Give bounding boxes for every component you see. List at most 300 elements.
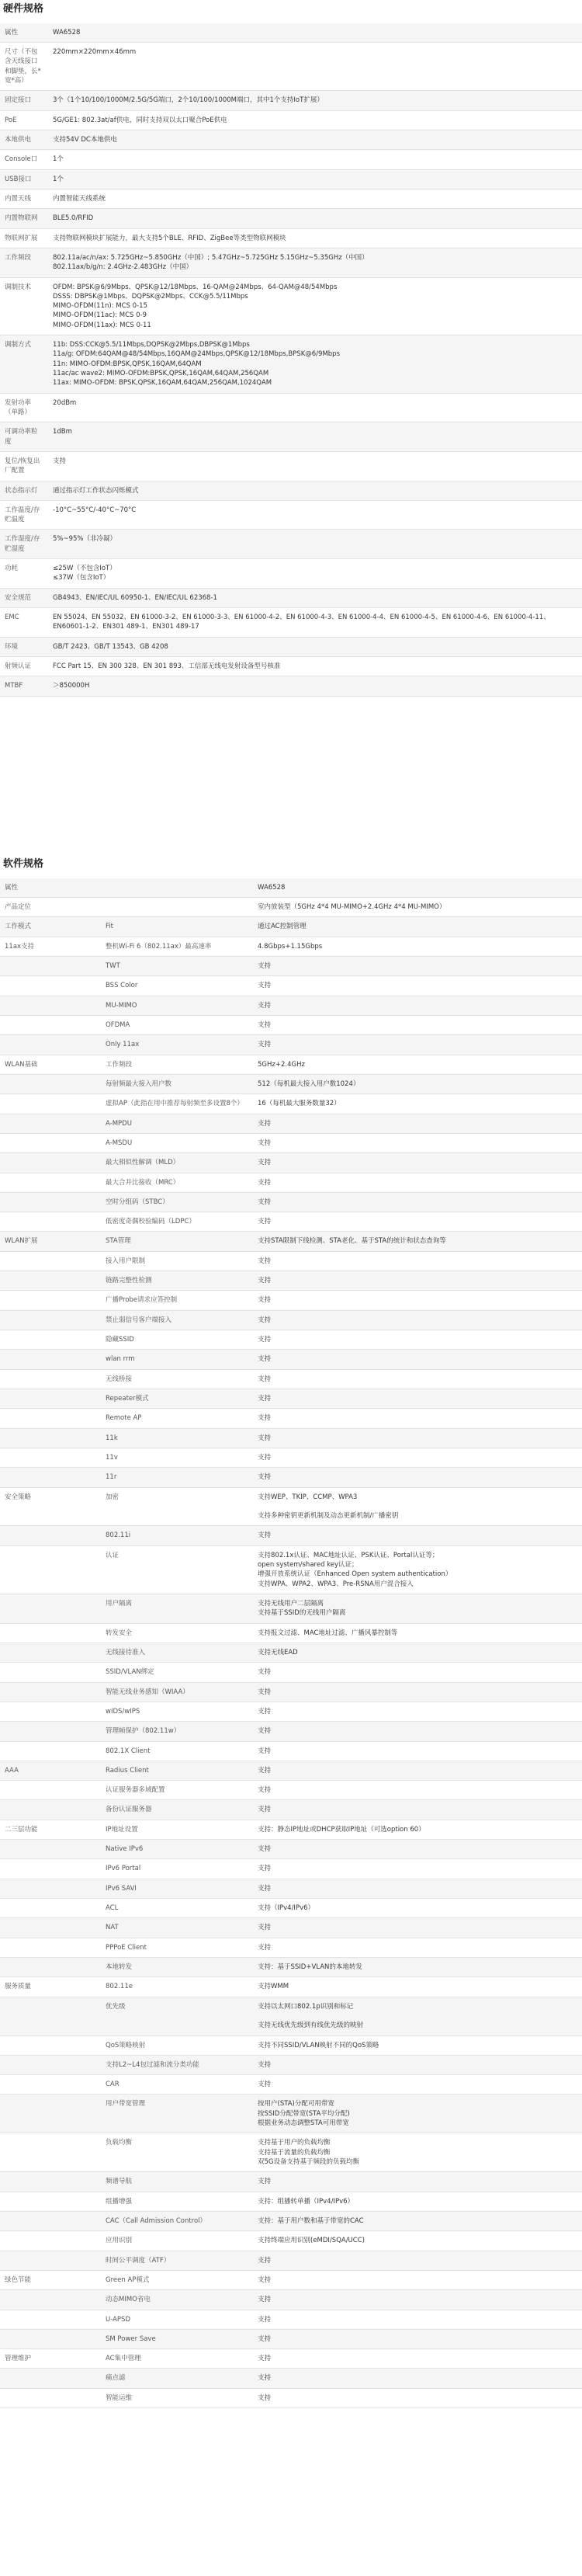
spec-property-value: 3个（1个10/100/1000M/2.5G/5G端口，2个10/100/1000M端口，其中1个支持IoT扩展） <box>48 91 582 110</box>
spec-category-label: 属性 <box>0 878 101 898</box>
spec-category-label <box>0 1251 101 1271</box>
spec-category-label <box>0 1594 101 1624</box>
spec-category-label <box>0 2035 101 2055</box>
spec-category-label <box>0 2172 101 2192</box>
spec-feature-value: 支持 <box>253 2270 582 2289</box>
spec-property-value: 1个 <box>48 150 582 169</box>
hardware-spec-row <box>0 530 582 559</box>
software-spec-row <box>0 2270 582 2289</box>
software-spec-row <box>0 1918 582 1938</box>
software-spec-row <box>0 1016 582 1035</box>
spec-property-label: 本地供电 <box>0 130 48 150</box>
spec-feature-label: AC集中管理 <box>101 2349 253 2369</box>
spec-category-label: WLAN基础 <box>0 1055 101 1074</box>
software-spec-row <box>0 1310 582 1330</box>
spec-property-value: OFDM: BPSK@6/9Mbps、QPSK@12/18Mbps、16-QAM@24Mbps、64-QAM@48/54Mbps DSSS: DBPSK@1Mbps、DQPSK@2Mbps、CCK@5.5/11Mbps MIMO-OFDM(11n): MCS 0-15 MIMO-OFDM(11ac): MCS 0-9 MIMO-OFDM(11ax): MCS 0-11 <box>48 277 582 335</box>
spec-category-label <box>0 1310 101 1330</box>
hardware-spec-row <box>0 422 582 452</box>
spec-feature-value: 支持 <box>253 957 582 976</box>
spec-category-label <box>0 996 101 1015</box>
spec-feature-value: 支持 <box>253 1840 582 1859</box>
spec-feature-value: 支持 <box>253 1035 582 1055</box>
spec-property-label: 复位/恢复出厂配置 <box>0 451 48 481</box>
hardware-spec-row <box>0 169 582 189</box>
spec-property-value: 220mm×220mm×46mm <box>48 43 582 91</box>
spec-feature-label: 管理帧保护（802.11w） <box>101 1722 253 1741</box>
hardware-spec-title: 硬件规格 <box>3 3 44 15</box>
spec-feature-value: 支持 <box>253 1114 582 1133</box>
spec-feature-label: 用户隔离 <box>101 1594 253 1624</box>
spec-feature-value: 支持 <box>253 1310 582 1330</box>
spec-property-value: ≤25W（不包含IoT） ≤37W（包含IoT） <box>48 559 582 589</box>
software-spec-row <box>0 1977 582 1997</box>
hardware-spec-row <box>0 608 582 638</box>
hardware-spec-row <box>0 189 582 208</box>
spec-feature-label: 链路完整性检测 <box>101 1271 253 1291</box>
spec-category-label <box>0 2211 101 2230</box>
hardware-spec-row <box>0 335 582 394</box>
spec-feature-label: 接入用户限制 <box>101 1251 253 1271</box>
software-spec-row <box>0 2075 582 2095</box>
spec-feature-value: 支持：基于SSID+VLAN的本地转发 <box>253 1957 582 1976</box>
spec-feature-label: 低密度奇偶校验编码（LDPC） <box>101 1212 253 1232</box>
spec-category-label <box>0 1468 101 1487</box>
software-spec-row <box>0 937 582 956</box>
software-spec-row <box>0 1114 582 1133</box>
spec-feature-label: U-APSD <box>101 2310 253 2329</box>
software-spec-row <box>0 1800 582 1820</box>
spec-property-value: 11b: DSS:CCK@5.5/11Mbps,DQPSK@2Mbps,DBPSK@1Mbps 11a/g: OFDM:64QAM@48/54Mbps,16QAM@24Mbps,QPSK@12/18Mbps,BPSK@6/9Mbps 11n: MIMO-OFDM:BPSK,QPSK,16QAM,64QAM 11ac/ac wave2: MIMO-OFDM:BPSK,QPSK,16QAM,64QAM,256QAM 11ax: MIMO-OFDM: BPSK,QPSK,16QAM,64QAM,256QAM,1024QAM <box>48 335 582 394</box>
spec-feature-label: 组播增强 <box>101 2192 253 2211</box>
software-spec-row <box>0 1212 582 1232</box>
spec-property-value: GB/T 2423、GB/T 13543、GB 4208 <box>48 637 582 656</box>
software-spec-row <box>0 996 582 1015</box>
spec-feature-label: A-MSDU <box>101 1133 253 1152</box>
spec-category-label <box>0 1153 101 1173</box>
hardware-spec-row <box>0 500 582 530</box>
software-spec-row <box>0 2035 582 2055</box>
software-spec-table <box>0 878 582 2408</box>
spec-feature-value: 支持 <box>253 1389 582 1408</box>
spec-feature-label: 用户带宽管理 <box>101 2095 253 2133</box>
spec-feature-label: 广播Probe请求应答控制 <box>101 1291 253 1310</box>
spec-feature-label: NAT <box>101 1918 253 1938</box>
software-spec-row <box>0 2329 582 2348</box>
software-spec-row <box>0 1133 582 1152</box>
spec-category-label <box>0 1369 101 1389</box>
software-spec-row <box>0 1781 582 1800</box>
spec-feature-value: 支持 <box>253 2349 582 2369</box>
spec-feature-label: 802.11e <box>101 1977 253 1997</box>
spec-property-value: 通过指示灯工作状态闪烁模式 <box>48 481 582 500</box>
spec-feature-value: 支持 <box>253 996 582 1015</box>
hardware-spec-row <box>0 209 582 228</box>
software-spec-row <box>0 2192 582 2211</box>
spec-category-label <box>0 1918 101 1938</box>
software-spec-row <box>0 1428 582 1448</box>
spec-feature-label: PPPoE Client <box>101 1938 253 1957</box>
spec-feature-label: MU-MIMO <box>101 996 253 1015</box>
software-spec-row <box>0 1271 582 1291</box>
spec-feature-value: 支持无线EAD <box>253 1643 582 1662</box>
hardware-spec-row <box>0 277 582 335</box>
spec-feature-label: 智能运维 <box>101 2388 253 2407</box>
spec-feature-label: Green AP模式 <box>101 2270 253 2289</box>
spec-feature-value: 支持 <box>253 1859 582 1879</box>
spec-feature-value: 支持无线用户二层隔离 支持基于SSID的无线用户隔离 <box>253 1594 582 1624</box>
spec-property-label: 安全规范 <box>0 588 48 607</box>
spec-feature-value: 支持 <box>253 2369 582 2388</box>
hardware-spec-row <box>0 150 582 169</box>
software-spec-row <box>0 1192 582 1212</box>
spec-feature-value: 支持 <box>253 1468 582 1487</box>
spec-category-label: 工作模式 <box>0 917 101 937</box>
spec-feature-value: 5GHz+2.4GHz <box>253 1055 582 1074</box>
spec-feature-value: 支持802.1x认证、MAC地址认证、PSK认证、Portal认证等； open system/shared key认证； 增强开放系统认证（Enhanced Open system authentication） 支持WPA、WPA2、WPA3、Pre-RSNA用户混合接入 <box>253 1545 582 1594</box>
spec-category-label: 安全策略 <box>0 1487 101 1526</box>
spec-property-label: 工作温度/存贮温度 <box>0 500 48 530</box>
hardware-spec-row <box>0 481 582 500</box>
spec-feature-value: 支持不同SSID/VLAN映射不同的QoS策略 <box>253 2035 582 2055</box>
spec-feature-label: OFDMA <box>101 1016 253 1035</box>
spec-feature-label: 支持L2~L4包过滤和流分类功能 <box>101 2055 253 2074</box>
hardware-spec-row <box>0 43 582 91</box>
section-spacer <box>0 812 582 855</box>
spec-feature-label: 加密 <box>101 1487 253 1526</box>
software-spec-row <box>0 878 582 898</box>
spec-feature-value: 支持 <box>253 1369 582 1389</box>
spec-feature-label: QoS策略映射 <box>101 2035 253 2055</box>
hardware-spec-row <box>0 393 582 422</box>
spec-category-label <box>0 1428 101 1448</box>
software-spec-row <box>0 1350 582 1369</box>
spec-feature-label: 整机Wi-Fi 6（802.11ax）最高速率 <box>101 937 253 956</box>
spec-feature-label: 认证 <box>101 1545 253 1594</box>
spec-property-label: PoE <box>0 110 48 130</box>
spec-feature-label: TWT <box>101 957 253 976</box>
spec-category-label <box>0 1702 101 1721</box>
spec-feature-label: STA管理 <box>101 1232 253 1251</box>
spec-category-label <box>0 1074 101 1093</box>
spec-feature-label: CAC（Call Admission Control） <box>101 2211 253 2230</box>
spec-category-label: 绿色节能 <box>0 2270 101 2289</box>
spec-category-label <box>0 1781 101 1800</box>
hardware-spec-row <box>0 110 582 130</box>
spec-feature-value: 支持 <box>253 1722 582 1741</box>
software-spec-row <box>0 1035 582 1055</box>
software-spec-row <box>0 2369 582 2388</box>
software-spec-row <box>0 2231 582 2251</box>
software-spec-row <box>0 1594 582 1624</box>
spec-feature-value: 支持 <box>253 2075 582 2095</box>
software-spec-row <box>0 1741 582 1761</box>
hardware-spec-row <box>0 656 582 676</box>
spec-category-label <box>0 1623 101 1643</box>
spec-feature-label: 应用识别 <box>101 2231 253 2251</box>
spec-category-label <box>0 976 101 996</box>
spec-category-label <box>0 1291 101 1310</box>
spec-feature-value: 按用户(STA)分配可用带宽 按SSID分配带宽(STA平均分配) 根据业务动态调整STA可用带宽 <box>253 2095 582 2133</box>
software-spec-row <box>0 1545 582 1594</box>
spec-feature-label: 认证服务器多域配置 <box>101 1781 253 1800</box>
spec-feature-value: 支持 <box>253 1918 582 1938</box>
spec-feature-value: 支持 <box>253 1212 582 1232</box>
hardware-spec-row <box>0 676 582 696</box>
spec-feature-label: CAR <box>101 2075 253 2095</box>
spec-feature-value: 512（每机最大接入用户数1024） <box>253 1074 582 1093</box>
spec-feature-label: SSID/VLAN绑定 <box>101 1663 253 1682</box>
software-spec-row <box>0 976 582 996</box>
spec-feature-value: 支持 <box>253 1741 582 1761</box>
spec-feature-label: 本地转发 <box>101 1957 253 1976</box>
spec-feature-label <box>101 898 253 917</box>
spec-feature-label: IP地址设置 <box>101 1820 253 1839</box>
software-spec-row <box>0 1957 582 1976</box>
software-spec-row <box>0 2388 582 2407</box>
spec-feature-label: SM Power Save <box>101 2329 253 2348</box>
spec-feature-value: 支持 <box>253 2388 582 2407</box>
spec-category-label: 产品定位 <box>0 898 101 917</box>
spec-property-label: MTBF <box>0 676 48 696</box>
software-spec-row <box>0 2310 582 2329</box>
spec-category-label <box>0 1643 101 1662</box>
software-spec-row <box>0 1899 582 1918</box>
spec-feature-value: 支持 <box>253 1800 582 1820</box>
hardware-spec-row <box>0 451 582 481</box>
spec-feature-label: 802.1X Client <box>101 1741 253 1761</box>
spec-property-label: 调制方式 <box>0 335 48 394</box>
software-spec-row <box>0 1468 582 1487</box>
spec-feature-label: 时间公平调度（ATF） <box>101 2251 253 2270</box>
spec-category-label <box>0 1114 101 1133</box>
spec-feature-value: 支持 <box>253 1448 582 1467</box>
spec-feature-value: 支持 <box>253 1153 582 1173</box>
spec-feature-label: 11k <box>101 1428 253 1448</box>
spec-feature-label: 禁止弱信号客户端接入 <box>101 1310 253 1330</box>
spec-property-value: 802.11a/ac/n/ax: 5.725GHz~5.850GHz（中国）; 5.47GHz~5.725GHz 5.15GHz~5.35GHz（中国） 802.11ax/b/g/n: 2.4GHz-2.483GHz（中国） <box>48 248 582 277</box>
spec-category-label <box>0 1879 101 1898</box>
software-spec-section <box>0 855 582 2571</box>
spec-feature-label: 智能无线业务感知（WIAA） <box>101 1682 253 1702</box>
spec-feature-value: 支持报文过滤、MAC地址过滤、广播风暴控制等 <box>253 1623 582 1643</box>
software-spec-row <box>0 1389 582 1408</box>
spec-feature-value: 支持 <box>253 1271 582 1291</box>
spec-feature-label: 空时分组码（STBC） <box>101 1192 253 1212</box>
spec-property-value: 1个 <box>48 169 582 189</box>
spec-feature-label: Radius Client <box>101 1761 253 1780</box>
spec-feature-value: 支持 <box>253 2310 582 2329</box>
spec-property-label: 尺寸（不包含天线接口和脚垫，长*宽*高） <box>0 43 48 91</box>
spec-property-label: USB接口 <box>0 169 48 189</box>
spec-category-label <box>0 1192 101 1212</box>
spec-feature-value: 支持 <box>253 2055 582 2074</box>
spec-category-label <box>0 1663 101 1682</box>
spec-category-label <box>0 1938 101 1957</box>
software-spec-row <box>0 1938 582 1957</box>
spec-property-value: -10°C~55°C/-40°C~70°C <box>48 500 582 530</box>
spec-feature-value: 支持 <box>253 1173 582 1192</box>
spec-category-label <box>0 1957 101 1976</box>
spec-feature-label: 负载均衡 <box>101 2133 253 2172</box>
spec-property-label: 环境 <box>0 637 48 656</box>
software-spec-row <box>0 1702 582 1721</box>
spec-category-label <box>0 2133 101 2172</box>
software-spec-row <box>0 2172 582 2192</box>
spec-feature-value: 支持 <box>253 1879 582 1898</box>
software-spec-row <box>0 1879 582 1898</box>
spec-property-value: 5%~95%（非冷凝） <box>48 530 582 559</box>
spec-feature-value: 支持 <box>253 1702 582 1721</box>
spec-feature-label: wIDS/wIPS <box>101 1702 253 1721</box>
spec-property-value: 支持54V DC本地供电 <box>48 130 582 150</box>
software-spec-row <box>0 1409 582 1428</box>
spec-feature-value: 支持WMM <box>253 1977 582 1997</box>
spec-property-value: BLE5.0/RFID <box>48 209 582 228</box>
spec-feature-label <box>101 878 253 898</box>
spec-category-label <box>0 1212 101 1232</box>
hardware-spec-row <box>0 588 582 607</box>
spec-feature-value: 支持 <box>253 2290 582 2310</box>
software-spec-row <box>0 898 582 917</box>
software-spec-row <box>0 1840 582 1859</box>
spec-feature-value: 支持STA限制下线检测、STA老化、基于STA的统计和状态查询等 <box>253 1232 582 1251</box>
software-spec-row <box>0 1251 582 1271</box>
software-spec-row <box>0 1074 582 1093</box>
spec-category-label <box>0 2369 101 2388</box>
spec-feature-label: Only 11ax <box>101 1035 253 1055</box>
spec-property-label: Console口 <box>0 150 48 169</box>
spec-property-label: 射频认证 <box>0 656 48 676</box>
spec-category-label <box>0 1389 101 1408</box>
software-spec-row <box>0 917 582 937</box>
spec-category-label <box>0 2251 101 2270</box>
spec-feature-value: 支持 <box>253 1938 582 1957</box>
spec-feature-value: WA6528 <box>253 878 582 898</box>
hardware-spec-row <box>0 130 582 150</box>
software-spec-row <box>0 1663 582 1682</box>
spec-feature-label: 工作频段 <box>101 1055 253 1074</box>
spec-feature-value: 支持 <box>253 1781 582 1800</box>
spec-category-label <box>0 1899 101 1918</box>
spec-feature-value: 支持：组播转单播（IPv4/IPv6） <box>253 2192 582 2211</box>
spec-category-label <box>0 1133 101 1152</box>
spec-feature-label: 痛点滤 <box>101 2369 253 2388</box>
spec-property-label: 工作湿度/存贮湿度 <box>0 530 48 559</box>
spec-feature-label: IPv6 SAVI <box>101 1879 253 1898</box>
spec-category-label <box>0 2231 101 2251</box>
spec-property-label: 物联网扩展 <box>0 228 48 248</box>
software-spec-row <box>0 2251 582 2270</box>
spec-property-label: 内置天线 <box>0 189 48 208</box>
spec-feature-value: 支持 <box>253 1016 582 1035</box>
spec-property-value: ＞850000H <box>48 676 582 696</box>
spec-category-label <box>0 2329 101 2348</box>
hardware-spec-row <box>0 228 582 248</box>
spec-property-value: 1dBm <box>48 422 582 452</box>
spec-property-value: EN 55024、EN 55032、EN 61000-3-2、EN 61000-3-3、EN 61000-4-2、EN 61000-4-3、EN 61000-4-4、EN 61000-4-5、EN 61000-4-6、EN 61000-4-11、EN60601-1-2、EN301 489-1、EN301 489-17 <box>48 608 582 638</box>
software-spec-title: 软件规格 <box>3 858 44 870</box>
spec-property-label: 属性 <box>0 23 48 43</box>
software-spec-row <box>0 957 582 976</box>
spec-feature-value: 支持 <box>253 2251 582 2270</box>
spec-feature-label: 动态MIMO省电 <box>101 2290 253 2310</box>
spec-feature-label: 11r <box>101 1468 253 1487</box>
spec-feature-label: A-MPDU <box>101 1114 253 1133</box>
software-spec-row <box>0 1722 582 1741</box>
spec-category-label <box>0 1094 101 1114</box>
spec-feature-value: 支持（IPv4/IPv6） <box>253 1899 582 1918</box>
spec-feature-value: 支持终端应用识别(eMDI/SQA/UCC) <box>253 2231 582 2251</box>
spec-feature-value: 支持 <box>253 1251 582 1271</box>
spec-property-value: 支持 <box>48 451 582 481</box>
spec-feature-label: 802.11i <box>101 1526 253 1545</box>
software-spec-row <box>0 1291 582 1310</box>
software-spec-row <box>0 2055 582 2074</box>
spec-feature-value: 支持 <box>253 1428 582 1448</box>
spec-category-label <box>0 957 101 976</box>
spec-category-label <box>0 1840 101 1859</box>
spec-feature-label: Repeater模式 <box>101 1389 253 1408</box>
software-spec-row <box>0 1526 582 1545</box>
spec-feature-label: Fit <box>101 917 253 937</box>
spec-category-label <box>0 2075 101 2095</box>
spec-category-label <box>0 1016 101 1035</box>
software-spec-row <box>0 1820 582 1839</box>
spec-feature-value: 支持 <box>253 1330 582 1350</box>
spec-category-label: AAA <box>0 1761 101 1780</box>
spec-category-label <box>0 2310 101 2329</box>
spec-feature-label: ACL <box>101 1899 253 1918</box>
spec-category-label <box>0 1800 101 1820</box>
software-spec-row <box>0 1330 582 1350</box>
software-spec-row <box>0 1369 582 1389</box>
software-spec-row <box>0 2095 582 2133</box>
spec-feature-label: 隐藏SSID <box>101 1330 253 1350</box>
spec-property-label: 内置物联网 <box>0 209 48 228</box>
spec-category-label: 二三层功能 <box>0 1820 101 1839</box>
spec-feature-value: 支持 <box>253 2172 582 2192</box>
software-spec-row <box>0 1761 582 1780</box>
spec-property-value: GB4943、EN/IEC/UL 60950-1、EN/IEC/UL 62368-1 <box>48 588 582 607</box>
software-spec-row <box>0 1448 582 1467</box>
software-spec-row <box>0 1859 582 1879</box>
spec-property-label: EMC <box>0 608 48 638</box>
spec-feature-value: 支持WEP、TKIP、CCMP、WPA3 支持多种密钥更新机制及动态更新机制/广播密钥 <box>253 1487 582 1526</box>
software-spec-row <box>0 1623 582 1643</box>
spec-category-label <box>0 1409 101 1428</box>
spec-property-label: 调制技术 <box>0 277 48 335</box>
spec-feature-value: 支持 <box>253 1192 582 1212</box>
spec-feature-label: 无线桥接 <box>101 1369 253 1389</box>
hardware-spec-table <box>0 23 582 697</box>
spec-feature-value: 通过AC控制管理 <box>253 917 582 937</box>
spec-property-label: 状态指示灯 <box>0 481 48 500</box>
spec-property-label: 功耗 <box>0 559 48 589</box>
spec-category-label <box>0 1722 101 1741</box>
spec-feature-label: 每射频最大接入用户数 <box>101 1074 253 1093</box>
spec-feature-label: IPv6 Portal <box>101 1859 253 1879</box>
spec-category-label: WLAN扩展 <box>0 1232 101 1251</box>
spec-feature-value: 4.8Gbps+1.15Gbps <box>253 937 582 956</box>
spec-category-label <box>0 1741 101 1761</box>
spec-feature-label: 优先级 <box>101 1997 253 2035</box>
spec-property-value: WA6528 <box>48 23 582 43</box>
spec-category-label <box>0 1526 101 1545</box>
software-spec-row <box>0 1055 582 1074</box>
software-spec-row <box>0 2211 582 2230</box>
spec-feature-value: 室内放装型（5GHz 4*4 MU-MIMO+2.4GHz 4*4 MU-MIMO） <box>253 898 582 917</box>
spec-category-label <box>0 2192 101 2211</box>
